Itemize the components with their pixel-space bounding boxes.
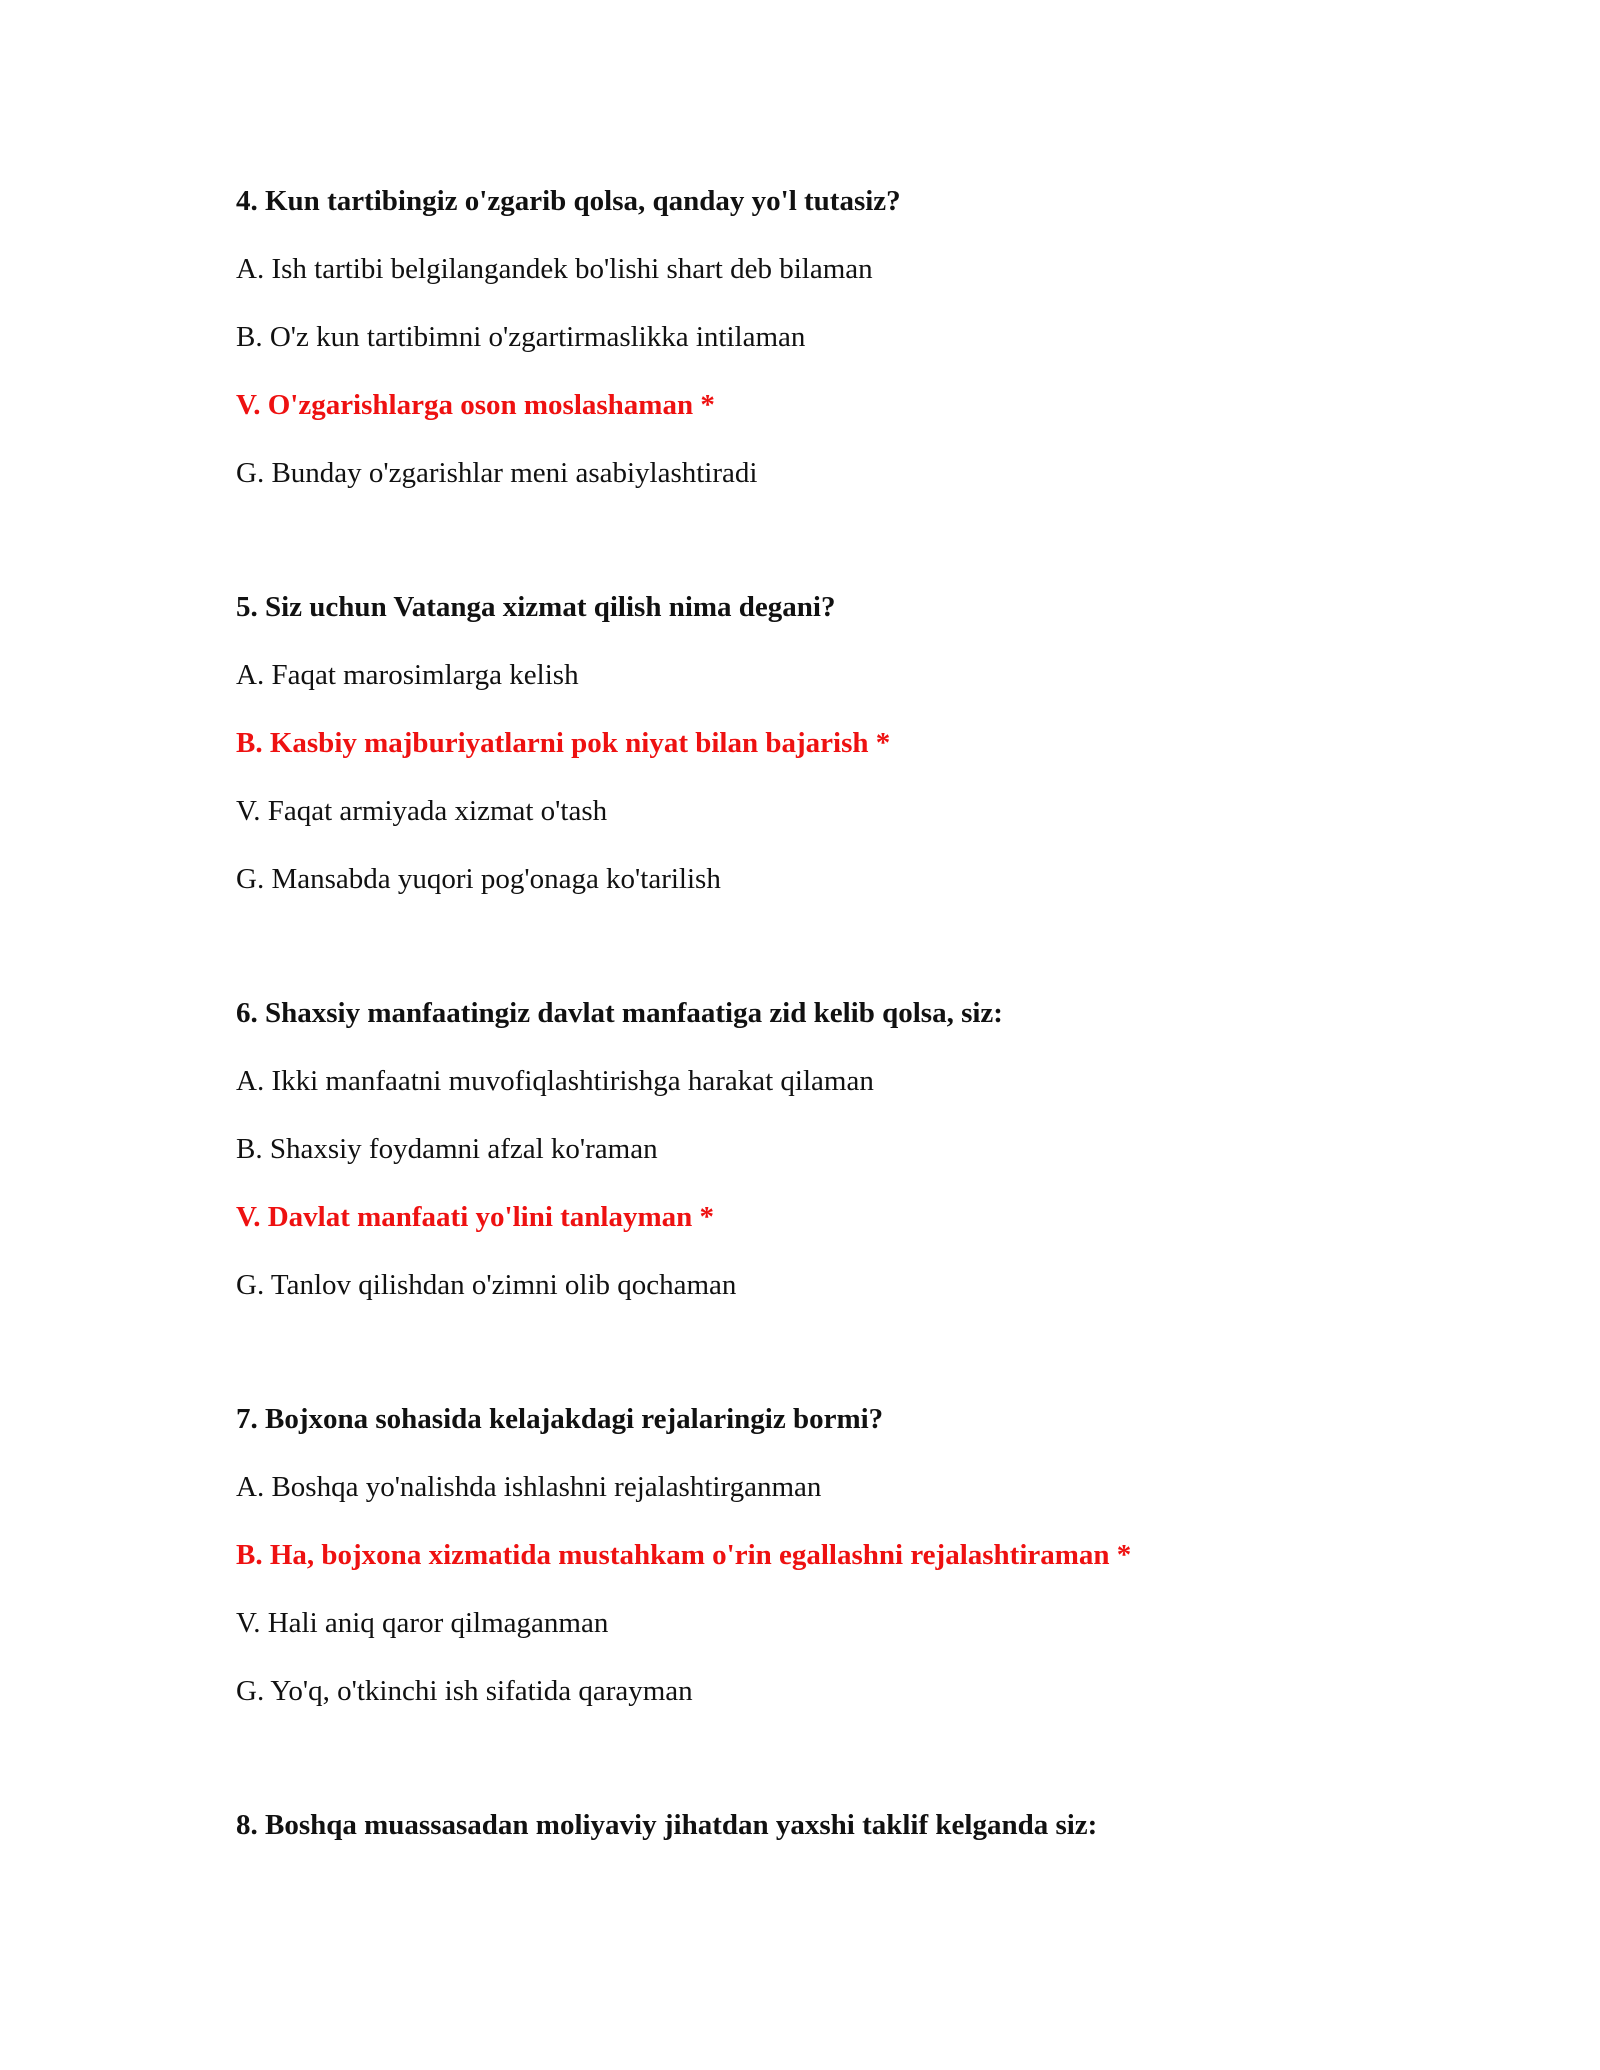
question-block bbox=[236, 184, 1436, 490]
question-text: 5. Siz uchun Vatanga xizmat qilish nima degani? bbox=[236, 591, 836, 623]
answer-option: A. Faqat marosimlarga kelish bbox=[236, 659, 579, 691]
correct-answer-option: B. Ha, bojxona xizmatida mustahkam o'rin egallashni rejalashtiraman * bbox=[236, 1539, 1132, 1571]
question-text: 8. Boshqa muassasadan moliyaviy jihatdan yaxshi taklif kelganda siz: bbox=[236, 1809, 1098, 1841]
question-block bbox=[236, 1402, 1436, 1708]
question-block bbox=[236, 996, 1436, 1302]
question-text: 4. Kun tartibingiz o'zgarib qolsa, qanday yo'l tutasiz? bbox=[236, 185, 901, 217]
answer-option: A. Boshqa yo'nalishda ishlashni rejalashtirganman bbox=[236, 1471, 822, 1503]
spacer bbox=[236, 524, 1436, 590]
answer-option: V. Hali aniq qaror qilmaganman bbox=[236, 1607, 609, 1639]
question-text: 6. Shaxsiy manfaatingiz davlat manfaatiga zid kelib qolsa, siz: bbox=[236, 997, 1003, 1029]
spacer bbox=[236, 1336, 1436, 1402]
answer-option: V. Faqat armiyada xizmat o'tash bbox=[236, 795, 608, 827]
answer-option: G. Mansabda yuqori pog'onaga ko'tarilish bbox=[236, 863, 721, 895]
correct-answer-option: V. O'zgarishlarga oson moslashaman * bbox=[236, 389, 715, 421]
answer-option: A. Ish tartibi belgilangandek bo'lishi shart deb bilaman bbox=[236, 253, 873, 285]
question-block bbox=[236, 590, 1436, 896]
answer-option: A. Ikki manfaatni muvofiqlashtirishga harakat qilaman bbox=[236, 1065, 874, 1097]
correct-answer-option: V. Davlat manfaati yo'lini tanlayman * bbox=[236, 1201, 715, 1233]
spacer bbox=[236, 930, 1436, 996]
answer-option: G. Tanlov qilishdan o'zimni olib qochaman bbox=[236, 1269, 737, 1301]
spacer bbox=[236, 1742, 1436, 1808]
answer-option: G. Yo'q, o'tkinchi ish sifatida qarayman bbox=[236, 1675, 693, 1707]
answer-option: B. O'z kun tartibimni o'zgartirmaslikka intilaman bbox=[236, 321, 806, 353]
correct-answer-option: B. Kasbiy majburiyatlarni pok niyat bilan bajarish * bbox=[236, 727, 891, 759]
answer-option: G. Bunday o'zgarishlar meni asabiylashtiradi bbox=[236, 457, 758, 489]
question-block bbox=[236, 1808, 1436, 1842]
document-page bbox=[236, 184, 1436, 1876]
answer-option: B. Shaxsiy foydamni afzal ko'raman bbox=[236, 1133, 658, 1165]
question-text: 7. Bojxona sohasida kelajakdagi rejalaringiz bormi? bbox=[236, 1403, 884, 1435]
